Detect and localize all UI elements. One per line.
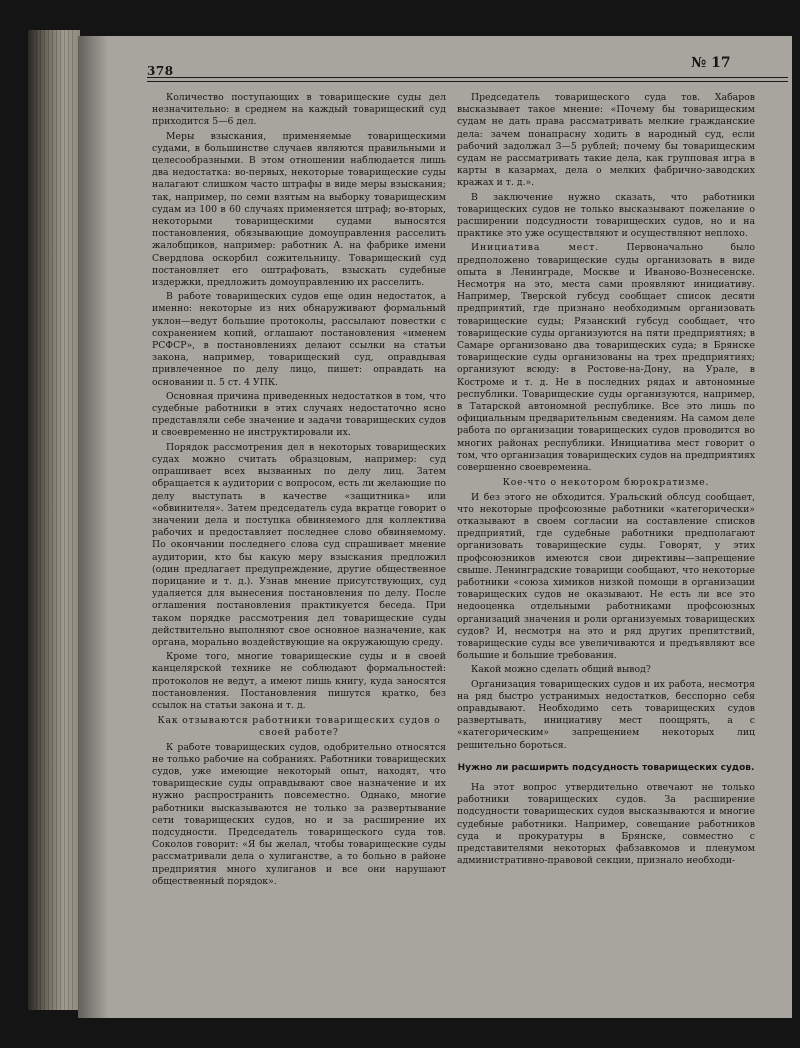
paragraph: Организация товарищеских судов и их работа, несмотря на ряд быстро устранимых недостатков, бесспорно себя оправдывают. Необходимо сеть товарищеских судов развертывать, инициативу мест поощрять, а с «категорическим» запрещением некоторых лиц решительно бороться. [457,678,755,751]
paragraph: Количество поступающих в товарищеские суды дел незначительно: в среднем на каждый товарищеский суд приходится 5—6 дел. [152,92,446,128]
paragraph: Председатель товарищеского суда тов. Хабаров высказывает такое мнение: «Почему бы товарищеским судам не дать права рассматривать мелкие гражданские дела: зачем понапрасну ходить в народный суд, если рабочий задолжал 3—5 рублей; почему бы товарищеским судам не рассматривать такие дела, как групповая игра в карты в казармах, дела о мелких фабрично-заводских кражах и т. д.». [457,92,755,189]
paragraph: К работе товарищеских судов, одобрительно относятся не только рабочие на собраниях. Работники товарищеских судов, уже имеющие некоторый опыт, находят, что товарищеские суды оправдывают свое назначение и их нужно распространить повсеместно. Однако, многие работники высказываются не только за развертывание сети товарищеских судов, но и за расширение их подсудности. Председатель товарищеского суда тов. Соколов говорит: «Я бы желал, чтобы товарищеские суды рассматривали дела о хулиганстве, а то больно в районе предприятия много хулиганов и все они нарушают общественный порядок». [152,741,446,887]
paragraph: Какой можно сделать общий вывод? [471,664,651,676]
paragraph: Кроме того, многие товарищеские суды и в своей канцелярской технике не соблюдают формальностей: протоколов не ведут, а имеют лишь книгу, куда заносятся постановления. Постановления пишутся кратко, без ссылок на статьи закона и т. д. [152,651,446,711]
section-heading: Нужно ли расширить подсудность товарищеских судов. [457,762,755,773]
page-number: 378 [147,64,174,78]
header-rule-double [147,81,788,82]
paragraph: И без этого не обходится. Уральский облсуд сообщает, что некоторые профсоюзные работники «категорически» отказывают в своем согласии на составление списков предприятий, где судебные работники предполагают организовать товарищеские суды. Говорят, у этих профсоюзников имеются свои директивы—запрещение свыше. Ленинградские товарищи сообщают, что некоторые работники «союза химиков низкой помощи в организации товарищеских судов не оказывают. Не есть ли все это недооценка отдельными работниками профсоюзных организаций значения и роли организуемых товарищеских судов? И, несмотря на это и ряд других препятствий, товарищеские суды все увеличиваются и предъявляют все большие и большие требования. [457,491,755,662]
paragraph: В работе товарищеских судов еще один недостаток, а именно: некоторые из них обнаруживают формальный уклон—ведут большие протоколы, рассылают повестки с сохранением копий, оглашают постановления «именем РСФСР», в постановлениях делают ссылки на статьи закона, например, товарищеский суд, оправдывая привлеченное по делу лицо, пишет: оправдать на основании п. 5 ст. 4 УПК. [152,291,446,388]
subheading: Кое-что о некотором бюрократизме. [502,477,710,489]
lead-paragraph-text: Первоначально было предположено товарищеские суды организовать в виде опыта в Ленинграде, Москве и Иваново-Вознесенске. Несмотря на это, места сами проявляют инициативу. Например, Тверской губсуд сообщает список десяти предприятий, где признано необходимым организовать товарищеские суды; Рязанский губсуд сообщает, что товарищеские суды организуются на пяти предприятиях; в Самаре организовано два товарищеских суда; в Брянске товарищеские суды организованы на трех предприятиях; организуют всюду: в Ростове-на-Дону, на Урале, в Костроме и т. д. Не в последних рядах и автономные республики. Товарищеские суды организуются, например, в Татарской автономной республике. Все это лишь по официальным предварительным сведениям. На самом деле работа по организации товарищеских судов проводится во многих районах республики. Инициатива мест говорит о том, что организация товарищеских судов на предприятиях совершенно своевременна. [457,242,755,474]
book-page-edges [28,30,80,1010]
paragraph: На этот вопрос утвердительно отвечают не только работники товарищеских судов. За расширение подсудности товарищеских судов высказываются и многие судебные работники. Например, совещание работников суда и прокуратуры в Брянске, совместно с представителями некоторых фабзавкомов и пленумом административно-правовой секции, признало необходи- [457,781,755,867]
paragraph: Порядок рассмотрения дел в некоторых товарищеских судах можно считать образцовым, например: суд опрашивает всех вызванных по делу лиц. Затем обращается к аудитории с вопросом, есть ли желающие по делу выступать в качестве «защитника» или «обвинителя». Затем председатель суда вкратце говорит о значении дела и поступка обвиняемого для коллектива рабочих и предоставляет последнее слово обвиняемому. По окончании последнего слова суд спрашивает мнение аудитории, кто бы какую меру взыскания предложил (один предлагает предупреждение, другие общественное порицание и т. д.). Узнав мнение присутствующих, суд удаляется для вынесения постановления по делу. После оглашения постановления практикуется беседа. При таком порядке рассмотрения дел товарищеские суды действительно выполняют свое основное назначение, как органа, морально воздействующие на окружающую среду. [152,441,446,648]
right-column [457,92,755,869]
document-page [78,36,792,1018]
left-column [152,92,446,890]
lead-words: Инициатива мест. [471,242,600,254]
paragraph: В заключение нужно сказать, что работники товарищеских судов не только высказывают пожелание о расширении подсудности товарищеских судов, но и на практике это уже осуществляют и осуществляют неплохо. [457,191,755,240]
paragraph: Основная причина приведенных недостатков в том, что судебные работники в этих случаях недостаточно ясно представляли себе значение и задачи товарищеских судов и своевременно не инструктировали их. [152,390,446,439]
paragraph: Меры взыскания, применяемые товарищескими судами, в большинстве случаев являются правильными и целесообразными. В этом отношении наблюдается лишь два недостатка: во-первых, некоторые товарищеские суды налагают слишком часто штрафы в виде меры взыскания; так, например, по семи взятым на выборку товарищеским судам из 100 в 60 случаях применяется штраф; во-вторых, некоторыми товарищескими судами выносятся постановления, обязывающие домоуправления расселить жалобщиков, например: работник А. на фабрике имени Свердлова оскорбил сожительницу. Товарищеский суд постановляет его оштрафовать, взыскать судебные издержки, предложить домоуправлению их расселить. [152,130,446,289]
subheading: Как отзываются работники товарищеских судов о своей работе? [157,715,441,739]
header-rule [147,77,788,78]
issue-number: № 17 [691,55,731,71]
paragraph-with-lead [457,242,755,474]
